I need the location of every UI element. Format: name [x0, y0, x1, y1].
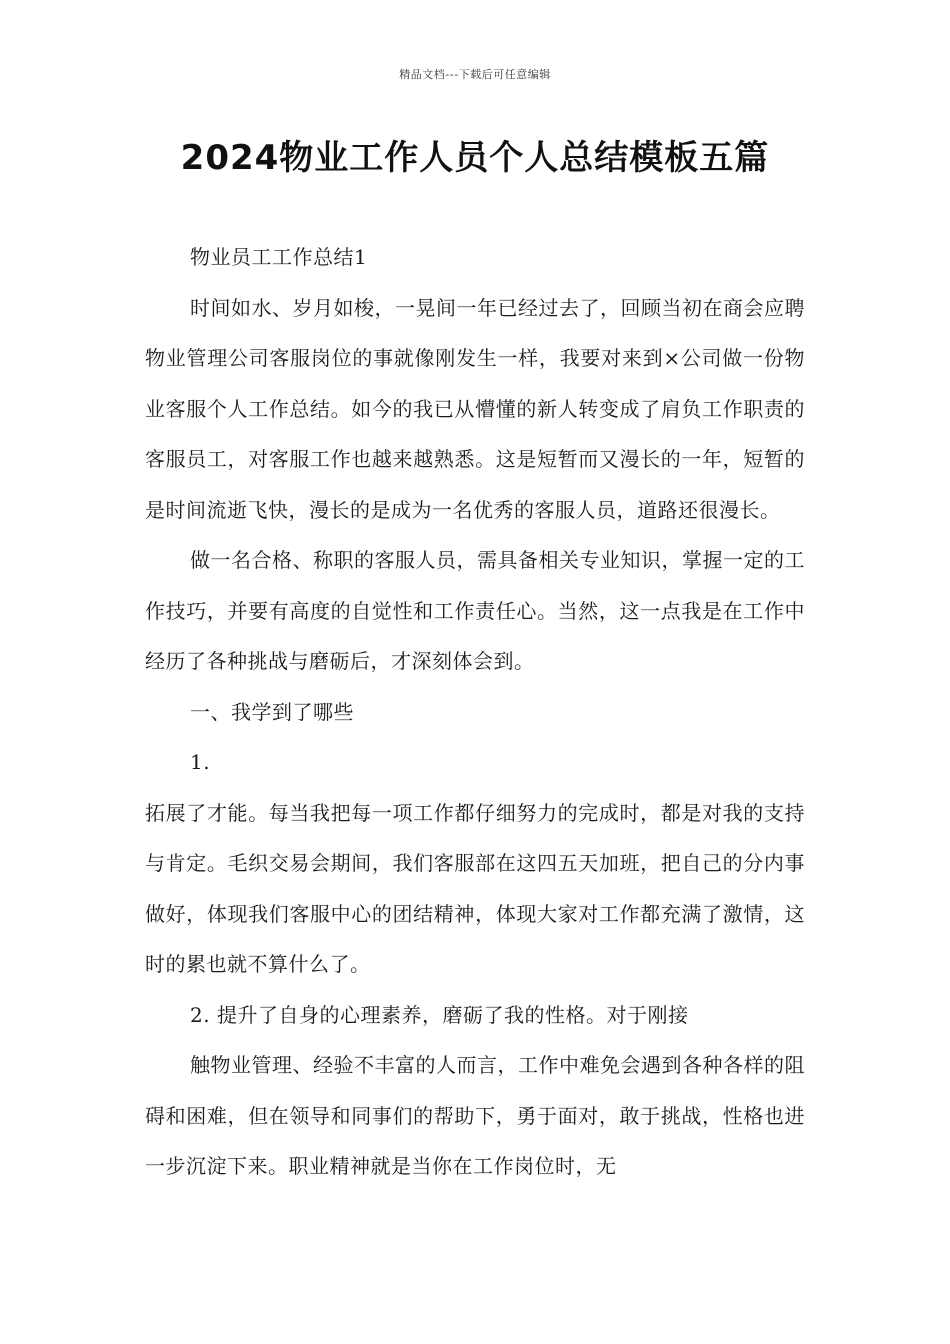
section-heading: 物业员工工作总结1	[190, 245, 368, 269]
paragraph: 时间如水、岁月如梭，一晃间一年已经过去了，回顾当初在商会应聘物业管理公司客服岗位的事就像刚发生一样，我要对来到×公司做一份物业客服个人工作总结。如今的我已从懵懂的新人转变成了肩负工作职责的客服员工，对客服工作也越来越熟悉。这是短暂而又漫长的一年，短暂的是时间流逝飞快，漫长的是成为一名优秀的客服人员，道路还很漫长。	[145, 295, 805, 522]
subheading: 一、我学到了哪些	[190, 699, 354, 724]
header-note: 精品文档---下载后可任意编辑	[399, 68, 551, 81]
paragraph: 触物业管理、经验不丰富的人而言，工作中难免会遇到各种各样的阻碍和困难，但在领导和同事们的帮助下，勇于面对，敢于挑战，性格也进一步沉淀下来。职业精神就是当你在工作岗位时，无	[145, 1053, 805, 1178]
list-number: 1.	[190, 750, 211, 774]
paragraph: 拓展了才能。每当我把每一项工作都仔细努力的完成时，都是对我的支持与肯定。毛织交易会期间，我们客服部在这四五天加班，把自己的分内事做好，体现我们客服中心的团结精神，体现大家对工作都充满了激情，这时的累也就不算什么了。	[145, 800, 805, 976]
document-title: 2024物业工作人员个人总结模板五篇	[180, 138, 770, 178]
list-item: 2. 提升了自身的心理素养，磨砺了我的性格。对于刚接	[190, 1002, 689, 1027]
document-body	[145, 232, 805, 1192]
paragraph: 做一名合格、称职的客服人员，需具备相关专业知识，掌握一定的工作技巧，并要有高度的自觉性和工作责任心。当然，这一点我是在工作中经历了各种挑战与磨砺后，才深刻体会到。	[145, 548, 805, 673]
